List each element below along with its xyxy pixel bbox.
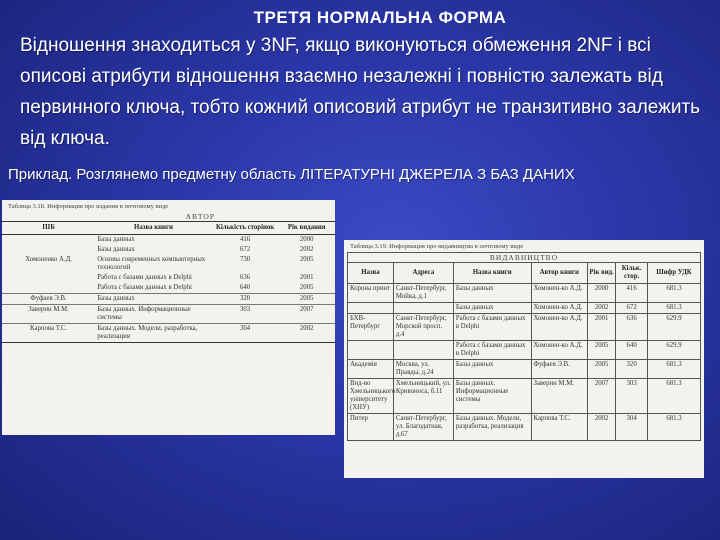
header-cell: Шифр УДК: [648, 263, 701, 284]
table-cell: 672: [239, 246, 251, 253]
table-row: [2, 245, 335, 255]
table-cell: Заверин М.М.: [2, 305, 95, 324]
table-row: [2, 235, 335, 246]
table-cell: 2000: [588, 284, 616, 303]
table-cell: Работа с базами данных в Delphi: [97, 284, 192, 291]
table-cell: 304: [212, 324, 279, 343]
author-table-header-row: [2, 222, 335, 235]
table-row: [348, 314, 701, 341]
table-cell: Хмельницький, ул. Кривоноса, б.11: [393, 379, 453, 414]
publisher-table-image: [344, 240, 704, 478]
table-cell: Базы данных. Модели, разработка, реализация: [453, 414, 531, 441]
publisher-table-caption: Таблица 3.19. Информация про видавництва в почтовому виде: [350, 243, 524, 250]
table-cell: Хомонен-ко А.Д.: [531, 314, 587, 341]
table-cell: Санкт-Петербург, Морской просп. д.4: [393, 314, 453, 341]
table-cell: 640: [239, 284, 251, 291]
table-cell: 672: [616, 303, 648, 314]
author-table-body: [2, 235, 335, 343]
author-table: [2, 221, 335, 343]
table-cell: 2007: [278, 305, 335, 324]
header-cell: Кільк. стор.: [616, 263, 648, 284]
table-row: [348, 360, 701, 379]
table-cell: Хомонен-ко А.Д.: [531, 341, 587, 360]
table-row: [2, 294, 335, 305]
table-cell: 730: [239, 256, 251, 263]
table-cell: Фуфаев Э.В.: [531, 360, 587, 379]
table-cell: [393, 303, 453, 314]
table-cell: 636: [616, 314, 648, 341]
publisher-table-header-row: [348, 263, 701, 284]
table-cell: 2007: [588, 379, 616, 414]
table-cell: Москва, ул. Правды, д.24: [393, 360, 453, 379]
table-cell: 320: [616, 360, 648, 379]
table-cell: 681.3: [648, 303, 701, 314]
table-cell: Базы данных. Информационные системы: [453, 379, 531, 414]
table-cell: 416: [212, 235, 279, 246]
example-line: Приклад. Розглянемо предметну область ЛІТЕРАТУРНІ ДЖЕРЕЛА З БАЗ ДАНИХ: [8, 166, 575, 183]
table-cell: 2002: [588, 303, 616, 314]
table-cell: Базы данных: [95, 294, 212, 305]
table-row: [2, 283, 335, 294]
table-cell: 2000: [278, 235, 335, 246]
table-cell: Работа с базами данных в Delphi: [453, 314, 531, 341]
table-cell: 681.3: [648, 414, 701, 441]
table-cell: Заверин М.М.: [531, 379, 587, 414]
table-cell: 2002: [299, 246, 314, 253]
table-cell: Корона принт: [348, 284, 394, 303]
table-cell: Хомонен-ко А.Д.: [531, 303, 587, 314]
publisher-table-body: [348, 284, 701, 441]
table-cell: 2001: [299, 274, 314, 281]
table-cell: Работа с базами данных в Delphi: [453, 341, 531, 360]
table-row: [2, 305, 335, 324]
header-cell: Рік видання: [278, 222, 335, 235]
table-cell: Питер: [348, 414, 394, 441]
table-cell: 636: [239, 274, 251, 281]
author-table-caption: Таблица 3.18. Информация про издания в почтовому виде: [8, 203, 169, 210]
table-cell: [2, 283, 95, 294]
table-cell: Работа с базами данных в Delphi: [97, 274, 192, 281]
table-cell: 681.3: [648, 360, 701, 379]
table-cell: Фуфаев Э.В.: [2, 294, 95, 305]
table-row: [2, 255, 335, 273]
header-cell: Кількість сторінок: [212, 222, 279, 235]
table-cell: Хомонен-ко А.Д.: [531, 284, 587, 303]
table-cell: Базы данных: [97, 246, 135, 253]
table-cell: Базы данных: [453, 360, 531, 379]
table-cell: 2002: [278, 324, 335, 343]
table-cell: 2005: [299, 284, 314, 291]
table-cell: Хомоненко А.Д.: [25, 256, 72, 263]
header-cell: Назва книги: [95, 222, 212, 235]
table-row: [348, 341, 701, 360]
table-cell: Академія: [348, 360, 394, 379]
table-cell: 303: [616, 379, 648, 414]
publisher-table-name: ВИДАВНИЦТВО: [347, 252, 701, 262]
table-row: [348, 379, 701, 414]
table-cell: 629.9: [648, 314, 701, 341]
table-cell: [2, 245, 95, 255]
table-cell: 2005: [588, 360, 616, 379]
header-cell: Рік вид.: [588, 263, 616, 284]
table-cell: Основы современных компьютерных технологий: [97, 256, 206, 271]
author-table-name: АВТОР: [185, 212, 215, 221]
table-cell: Карпова Т.С.: [2, 324, 95, 343]
table-cell: Санкт-Петербург, ул. Благодатная, д.67: [393, 414, 453, 441]
table-row: [348, 303, 701, 314]
table-row: [2, 273, 335, 283]
table-cell: Санкт-Петербург, Мойка, д.1: [393, 284, 453, 303]
table-cell: [393, 341, 453, 360]
table-cell: Базы данных: [95, 235, 212, 246]
header-cell: ПІБ: [2, 222, 95, 235]
table-cell: 640: [616, 341, 648, 360]
table-cell: 320: [212, 294, 279, 305]
table-cell: Базы данных. Модели, разработка, реализация: [95, 324, 212, 343]
author-table-image: [2, 200, 335, 435]
table-cell: Вид-во Хмельницького університету (ХНУ): [348, 379, 394, 414]
header-cell: Назва книги: [453, 263, 531, 284]
table-cell: 2005: [588, 341, 616, 360]
definition-paragraph: Відношення знаходиться у 3NF, якщо виконуються обмеження 2NF і всі описові атрибути відношення взаємно незалежні і повністю залежать від первинного ключа, тобто кожний описовий атрибут не транзитивно залежить від ключа.: [20, 35, 701, 149]
publisher-table: [347, 262, 701, 441]
table-row: [2, 324, 335, 343]
table-cell: Базы данных: [453, 303, 531, 314]
header-cell: Назва: [348, 263, 394, 284]
header-cell: Адреса: [393, 263, 453, 284]
header-cell: Автор книги: [531, 263, 587, 284]
table-cell: 2002: [588, 414, 616, 441]
table-row: [348, 284, 701, 303]
table-cell: 2005: [299, 256, 314, 263]
table-cell: Базы данных: [453, 284, 531, 303]
table-cell: [2, 273, 95, 283]
table-cell: Карпова Т.С.: [531, 414, 587, 441]
table-cell: [348, 341, 394, 360]
table-cell: 416: [616, 284, 648, 303]
table-cell: БХВ-Петербург: [348, 314, 394, 341]
table-cell: 303: [212, 305, 279, 324]
table-cell: 629.9: [648, 341, 701, 360]
table-cell: 304: [616, 414, 648, 441]
table-cell: 681.3: [648, 379, 701, 414]
table-cell: Базы данных. Информационные системы: [95, 305, 212, 324]
table-cell: 2001: [588, 314, 616, 341]
table-cell: 681.3: [648, 284, 701, 303]
table-cell: [348, 303, 394, 314]
table-row: [348, 414, 701, 441]
table-cell: [2, 235, 95, 246]
slide-title: ТРЕТЯ НОРМАЛЬНА ФОРМА: [253, 8, 507, 27]
table-cell: 2005: [278, 294, 335, 305]
